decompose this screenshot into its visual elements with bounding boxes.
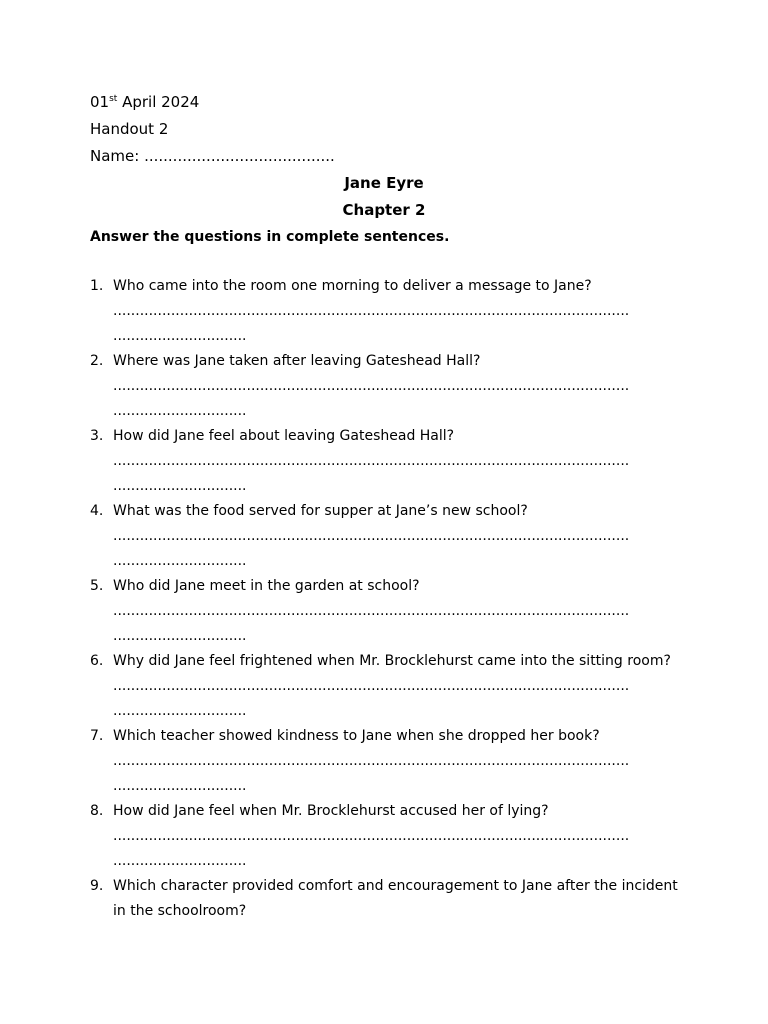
question-text: What was the food served for supper at Jane’s new school?	[113, 503, 528, 519]
answer-line: ....................................................................................................................	[113, 303, 630, 319]
question-text: Who did Jane meet in the garden at school?	[113, 578, 420, 594]
question-text: How did Jane feel when Mr. Brocklehurst accused her of lying?	[113, 803, 549, 819]
answer-line: ....................................................................................................................	[113, 753, 630, 769]
question-number: 7.	[90, 728, 104, 744]
question-number: 3.	[90, 428, 104, 444]
answer-line: ..............................	[113, 703, 247, 719]
question-item	[90, 349, 680, 424]
answer-line: ..............................	[113, 853, 247, 869]
question-number: 4.	[90, 503, 104, 519]
question-text: Who came into the room one morning to deliver a message to Jane?	[113, 278, 592, 294]
question-list	[90, 274, 680, 924]
question-item	[90, 574, 680, 649]
answer-line: ..............................	[113, 628, 247, 644]
question-item	[90, 874, 680, 924]
question-item	[90, 724, 680, 799]
date-rest: April 2024	[117, 93, 200, 111]
answer-line: ..............................	[113, 778, 247, 794]
answer-line: ....................................................................................................................	[113, 603, 630, 619]
question-item	[90, 799, 680, 874]
answer-line: ....................................................................................................................	[113, 453, 630, 469]
question-number: 1.	[90, 278, 104, 294]
question-item	[90, 649, 680, 724]
question-number: 5.	[90, 578, 104, 594]
answer-line: ....................................................................................................................	[113, 828, 630, 844]
question-text: Why did Jane feel frightened when Mr. Brocklehurst came into the sitting room?	[113, 653, 671, 669]
answer-line: ..............................	[113, 553, 247, 569]
question-number: 9.	[90, 878, 104, 894]
date-line	[90, 89, 680, 116]
answer-line: ....................................................................................................................	[113, 678, 630, 694]
question-item	[90, 424, 680, 499]
handout-label: Handout 2	[90, 120, 169, 138]
answer-line: ....................................................................................................................	[113, 528, 630, 544]
date-day: 01	[90, 93, 110, 111]
question-item	[90, 499, 680, 574]
name-field-line: Name: ........................................	[90, 147, 335, 165]
question-text: Which character provided comfort and encouragement to Jane after the incident in the schoolroom?	[113, 878, 678, 919]
answer-line: ..............................	[113, 478, 247, 494]
question-text: Where was Jane taken after leaving Gateshead Hall?	[113, 353, 481, 369]
question-text: How did Jane feel about leaving Gateshead Hall?	[113, 428, 455, 444]
question-text: Which teacher showed kindness to Jane when she dropped her book?	[113, 728, 600, 744]
book-title: Jane Eyre	[344, 174, 424, 192]
handout-page	[90, 89, 680, 924]
question-number: 2.	[90, 353, 104, 369]
answer-line: ..............................	[113, 403, 247, 419]
answer-line: ..............................	[113, 328, 247, 344]
question-number: 8.	[90, 803, 104, 819]
instructions: Answer the questions in complete sentences.	[90, 229, 450, 245]
question-number: 6.	[90, 653, 104, 669]
chapter-title: Chapter 2	[342, 201, 426, 219]
question-item	[90, 274, 680, 349]
date-suffix: st	[109, 94, 118, 104]
answer-line: ....................................................................................................................	[113, 378, 630, 394]
